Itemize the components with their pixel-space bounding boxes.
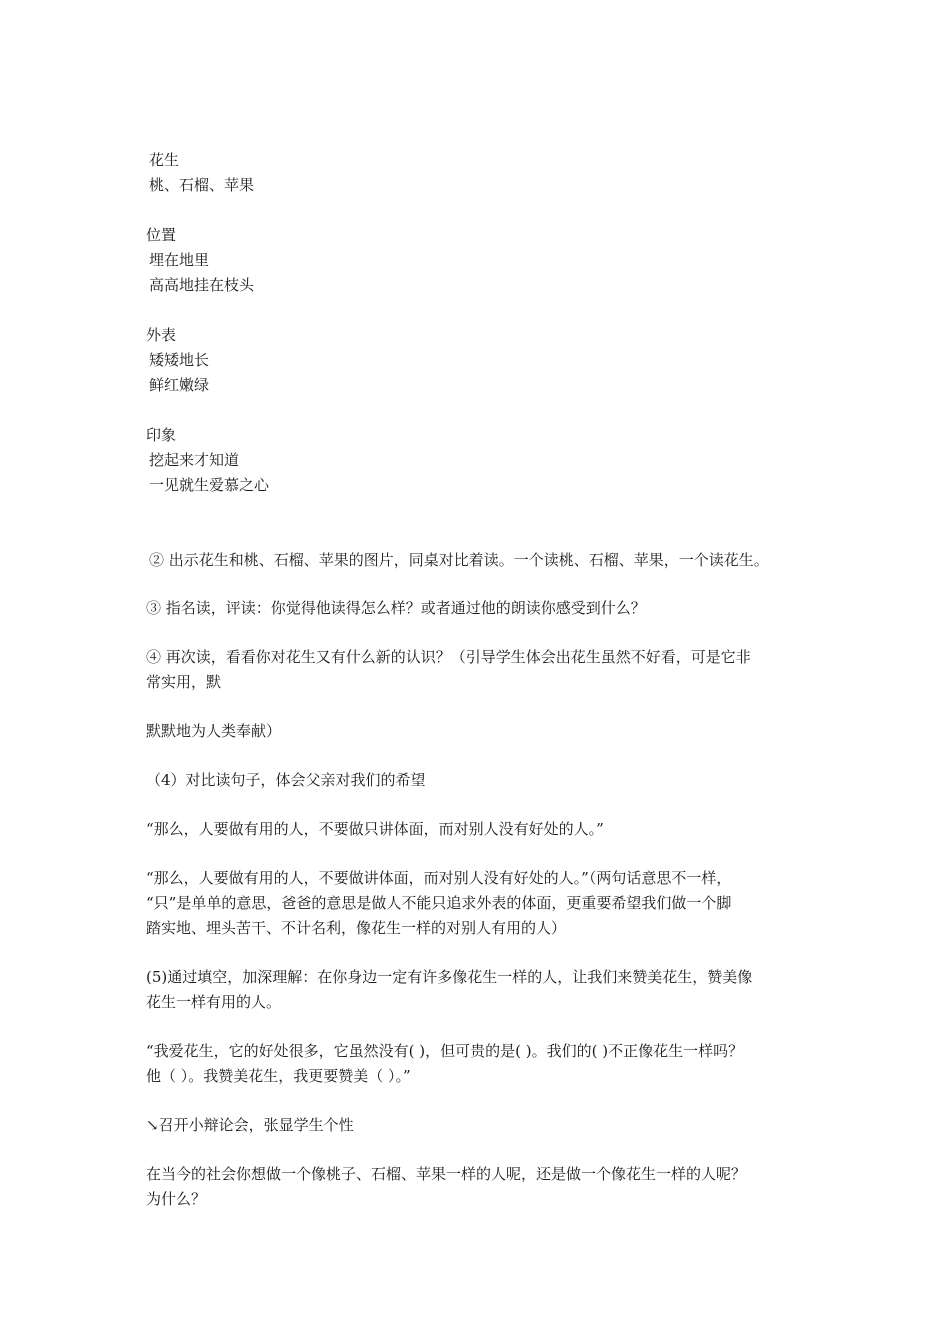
quote-modified-line-1: “那么，人要做有用的人，不要做讲体面，而对别人没有好处的人。”（两句话意思不一样， (146, 869, 732, 887)
appearance-peanut: 矮矮地长 (149, 351, 210, 369)
fill-blank-line-2: 他（ ）。我赞美花生，我更要赞美（ ）。” (146, 1067, 411, 1085)
subject-fruits: 桃、石榴、苹果 (149, 176, 255, 194)
section-4-heading: （4）对比读句子，体会父亲对我们的希望 (146, 771, 426, 789)
quote-modified-line-2: “只”是单单的意思，爸爸的意思是做人不能只追求外表的体面，更重要希望我们做一个脚 (146, 894, 732, 912)
section-5-line-2: 花生一样有用的人。 (146, 993, 282, 1011)
impression-fruits: 一见就生爱慕之心 (149, 476, 270, 494)
fill-blank-line-1: “我爱花生，它的好处很多，它虽然没有( )，但可贵的是( )。我们的( )不正像花生一样吗？ (146, 1042, 744, 1060)
subject-peanut: 花生 (149, 151, 180, 169)
position-peanut: 埋在地里 (149, 251, 210, 269)
debate-question-line-1: 在当今的社会你想做一个像桃子、石榴、苹果一样的人呢，还是做一个像花生一样的人呢？ (146, 1165, 747, 1183)
debate-question-line-2: 为什么？ (146, 1190, 207, 1208)
quote-original: “那么，人要做有用的人，不要做只讲体面，而对别人没有好处的人。” (146, 820, 604, 838)
appearance-fruits: 鲜红嫩绿 (149, 376, 210, 394)
heading-appearance: 外表 (146, 326, 177, 344)
step-4-continued: 默默地为人类奉献） (146, 722, 282, 740)
debate-title: ↘召开小辩论会，张显学生个性 (146, 1116, 354, 1134)
step-4-line-1: ④ 再次读，看看你对花生又有什么新的认识？（引导学生体会出花生虽然不好看，可是它非 (146, 648, 751, 666)
impression-peanut: 挖起来才知道 (149, 451, 240, 469)
step-2: ② 出示花生和桃、石榴、苹果的图片，同桌对比着读。一个读桃、石榴、苹果，一个读花生。 (149, 551, 769, 569)
heading-position: 位置 (146, 226, 177, 244)
position-fruits: 高高地挂在枝头 (149, 276, 255, 294)
section-5-line-1: (5)通过填空，加深理解：在你身边一定有许多像花生一样的人，让我们来赞美花生，赞美像 (146, 968, 753, 986)
step-3: ③ 指名读，评读：你觉得他读得怎么样？或者通过他的朗读你感受到什么？ (146, 599, 646, 617)
document-page (146, 148, 816, 1212)
heading-impression: 印象 (146, 426, 177, 444)
step-4-line-2: 常实用，默 (146, 673, 222, 691)
quote-modified-line-3: 踏实地、埋头苦干、不计名利，像花生一样的对别人有用的人） (146, 919, 567, 937)
